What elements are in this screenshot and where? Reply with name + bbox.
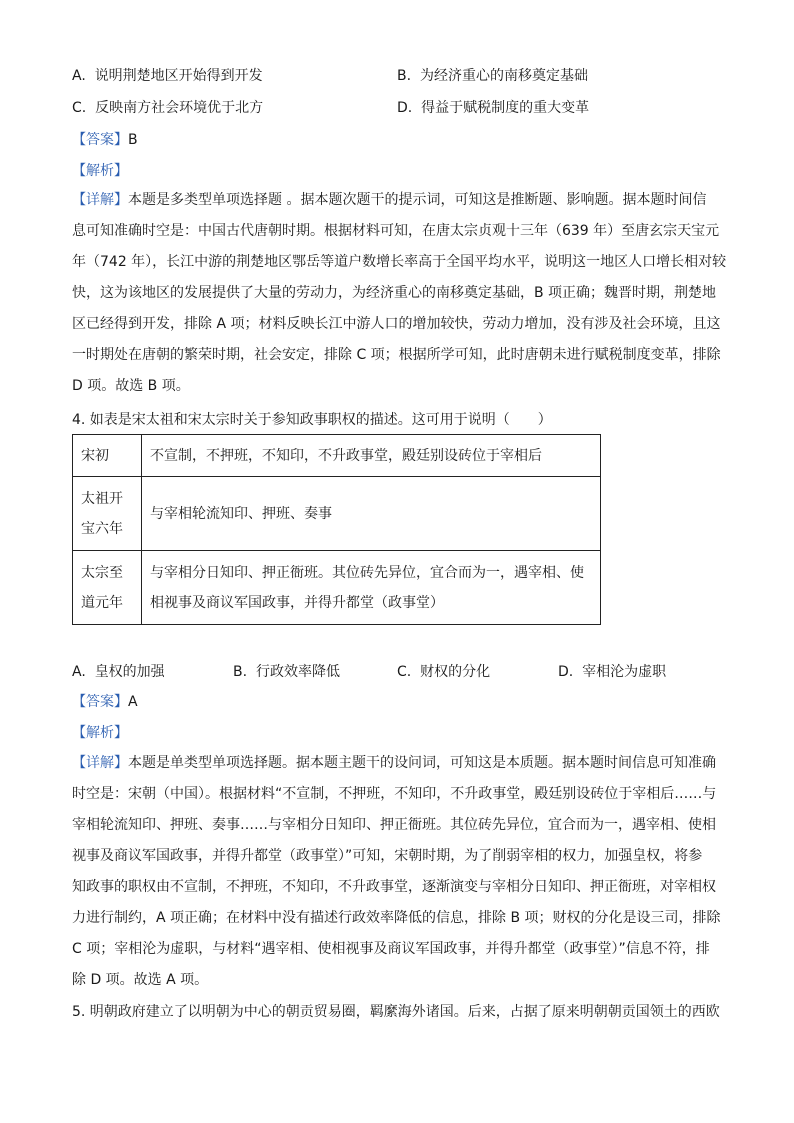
q3-option-d: D. 得益于赋税制度的重大变革 bbox=[397, 100, 590, 116]
table-row bbox=[73, 435, 601, 477]
table-cell-period: 宋初 bbox=[73, 435, 142, 477]
detail-line: 年（742 年），长江中游的荆楚地区鄂岳等道户数增长率高于全国平均水平，说明这一地区人口增长相对较 bbox=[72, 254, 727, 270]
detail-line: 知政事的职权由不宣制，不押班，不知印，不升政事堂，逐渐演变与宰相分日知印、押正衙班，对宰相权 bbox=[72, 879, 716, 895]
detail-line: 时空是：宋朝（中国）。根据材料“不宣制，不押班，不知印，不升政事堂，殿廷别设砖位于宰相后……与 bbox=[72, 786, 717, 802]
q4-option-c: C. 财权的分化 bbox=[397, 664, 491, 680]
table-cell-desc: 与宰相轮流知印、押班、奏事 bbox=[142, 477, 601, 551]
detail-line: 【详解】本题是单类型单项选择题。据本题主题干的设问词，可知这是本质题。据本题时间信息可知准确 bbox=[72, 755, 716, 771]
q3-option-a: A. 说明荆楚地区开始得到开发 bbox=[72, 68, 263, 84]
detail-line: 力进行制约，A 项正确；在材料中没有描述行政效率降低的信息，排除 B 项；财权的分化是设三司，排除 bbox=[72, 910, 721, 926]
q4-detail-paragraph bbox=[72, 748, 724, 996]
q4-table bbox=[72, 434, 601, 625]
q4-analysis-heading: 【解析】 bbox=[72, 725, 128, 741]
detail-line: 一时期处在唐朝的繁荣时期，社会安定，排除 C 项；根据所学可知，此时唐朝未进行赋税制度变革，排除 bbox=[72, 347, 721, 363]
table-row bbox=[73, 551, 601, 625]
detail-line: 【详解】本题是多类型单项选择题 。据本题次题干的提示词，可知这是推断题、影响题。据本题时间信 bbox=[72, 192, 707, 208]
detail-line: 宰相轮流知印、押班、奏事……与宰相分日知印、押正衙班。其位砖先异位，宜合而为一，遇宰相、使相 bbox=[72, 817, 716, 833]
detail-line: C 项；宰相沦为虚职，与材料“遇宰相、使相视事及商议军国政事，并得升都堂（政事堂）”信息不符，排 bbox=[72, 941, 710, 957]
table-cell-desc: 与宰相分日知印、押正衙班。其位砖先异位，宜合而为一，遇宰相、使 相视事及商议军国政事，并得升都堂（政事堂） bbox=[142, 551, 601, 625]
detail-line: 区已经得到开发，排除 A 项；材料反映长江中游人口的增加较快，劳动力增加，没有涉及社会环境，且这 bbox=[72, 316, 721, 332]
answer-label: 【答案】 bbox=[72, 132, 128, 148]
detail-line: 除 D 项。故选 A 项。 bbox=[72, 972, 209, 988]
q5-stem: 5. 明朝政府建立了以明朝为中心的朝贡贸易圈，羁縻海外诸国。后来，占据了原来明朝朝贡国领土的西欧 bbox=[72, 1004, 720, 1020]
q4-stem: 4. 如表是宋太祖和宋太宗时关于参知政事职权的描述。这可用于说明（ ） bbox=[72, 412, 552, 428]
table-row bbox=[73, 477, 601, 551]
table-cell-period: 太祖开 宝六年 bbox=[73, 477, 142, 551]
table-cell-desc: 不宣制，不押班，不知印，不升政事堂，殿廷别设砖位于宰相后 bbox=[142, 435, 601, 477]
detail-line: 视事及商议军国政事，并得升都堂（政事堂）”可知，宋朝时期，为了削弱宰相的权力，加强皇权，将参 bbox=[72, 848, 703, 864]
detail-line: 息可知准确时空是：中国古代唐朝时期。根据材料可知，在唐太宗贞观十三年（639 年）至唐玄宗天宝元 bbox=[72, 223, 720, 239]
table-cell-period: 太宗至 道元年 bbox=[73, 551, 142, 625]
q4-option-d: D. 宰相沦为虚职 bbox=[558, 664, 667, 680]
answer-label: 【答案】 bbox=[72, 694, 128, 710]
q4-option-a: A. 皇权的加强 bbox=[72, 664, 165, 680]
q3-detail-paragraph bbox=[72, 185, 727, 402]
q3-option-c: C. 反映南方社会环境优于北方 bbox=[72, 100, 264, 116]
detail-line: 快，这为该地区的发展提供了大量的劳动力，为经济重心的南移奠定基础，B 项正确；魏晋时期，荆楚地 bbox=[72, 285, 717, 301]
q3-option-b: B. 为经济重心的南移奠定基础 bbox=[397, 68, 588, 84]
q4-option-b: B. 行政效率降低 bbox=[233, 664, 340, 680]
detail-line: D 项。故选 B 项。 bbox=[72, 378, 190, 394]
q4-answer: 【答案】A bbox=[72, 694, 138, 710]
q3-analysis-heading: 【解析】 bbox=[72, 163, 128, 179]
q3-answer: 【答案】B bbox=[72, 132, 138, 148]
